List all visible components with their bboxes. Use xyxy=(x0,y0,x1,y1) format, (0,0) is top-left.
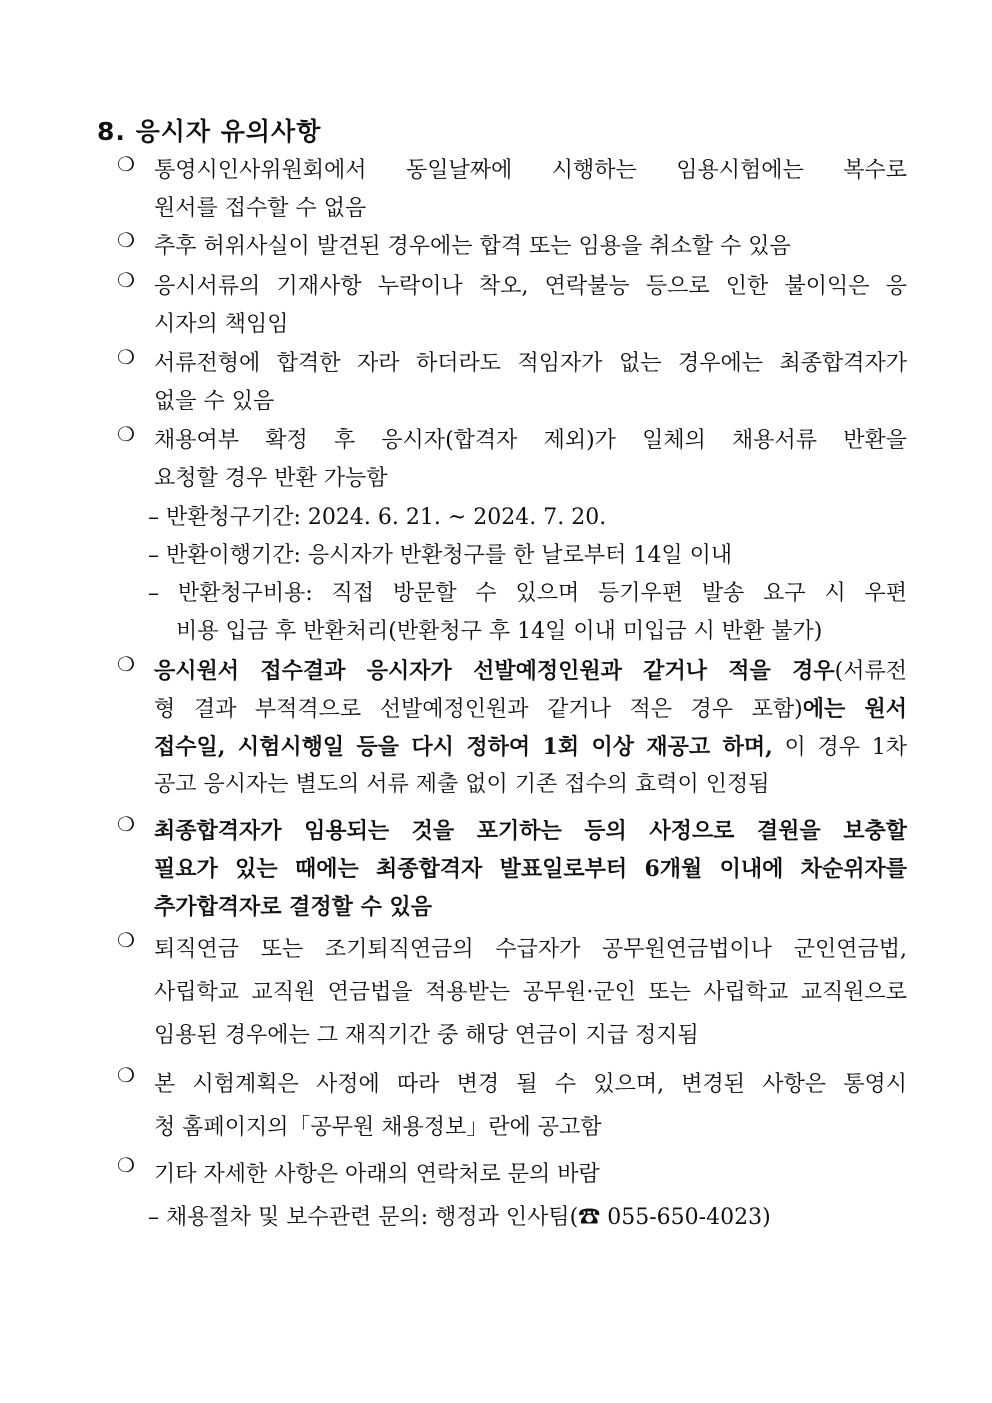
notice-line: 필요가 있는 때에는 최종합격자 발표일로부터 6개월 이내에 차순위자를 xyxy=(154,856,907,882)
notice-line: 사립학교 교직원 연금법을 적용받는 공무원·군인 또는 사립학교 교직원으로 xyxy=(154,980,907,1005)
notice-line: 퇴직연금 또는 조기퇴직연금의 수급자가 공무원연금법이나 군인연금법, xyxy=(154,937,907,962)
notice-item-multiple-application xyxy=(117,152,907,228)
notice-line: 응시서류의 기재사항 누락이나 착오, 연락불능 등으로 인한 불이익은 응 xyxy=(154,274,907,299)
return-period xyxy=(148,499,913,537)
bullet-icon: ❍ xyxy=(117,812,135,836)
dash-icon: – xyxy=(148,543,159,568)
dash-icon: – xyxy=(148,1205,159,1230)
return-detail-text: 반환청구비용: 직접 방문할 수 있으며 등기우편 발송 요구 시 우편 xyxy=(177,581,907,606)
bullet-icon: ❍ xyxy=(117,422,135,446)
return-detail-text: 반환이행기간: 응시자가 반환청구를 한 날로부터 14일 이내 xyxy=(166,543,733,568)
bullet-icon: ❍ xyxy=(117,1153,135,1177)
notice-item-false-facts xyxy=(117,228,907,266)
bullet-icon: ❍ xyxy=(117,152,135,176)
notice-line: 본 시험계획은 사정에 따라 변경 될 수 있으며, 변경된 사항은 통영시 xyxy=(154,1072,907,1097)
notice-item-no-qualified xyxy=(117,345,907,421)
notice-line: 임용된 경우에는 그 재직기간 중 해당 연금이 지급 정지됨 xyxy=(154,1023,699,1048)
notice-item-pension xyxy=(117,928,907,1057)
bullet-icon: ❍ xyxy=(117,345,135,369)
notice-line: 청 홈페이지의「공무원 채용정보」란에 공고함 xyxy=(154,1115,602,1140)
notice-line: 기타 자세한 사항은 아래의 연락처로 문의 바람 xyxy=(154,1162,600,1187)
notice-line: 요청할 경우 반환 가능함 xyxy=(154,466,388,491)
notice-line: 응시원서 접수결과 응시자가 선발예정인원과 같거나 적을 경우(서류전 xyxy=(154,658,907,684)
notice-line: 서류전형에 합격한 자라 하더라도 적임자가 없는 경우에는 최종합격자가 xyxy=(154,351,907,376)
dash-icon: – xyxy=(148,505,159,530)
notice-item-inquiry xyxy=(117,1153,907,1196)
notice-line: 형 결과 부적격으로 선발예정인원과 같거나 적은 경우 포함)에는 원서 xyxy=(154,696,907,722)
bullet-icon: ❍ xyxy=(117,652,135,676)
bullet-icon: ❍ xyxy=(117,268,135,292)
bullet-icon: ❍ xyxy=(117,928,135,952)
contact-line xyxy=(148,1199,913,1237)
dash-icon: – xyxy=(148,581,159,606)
notice-item-document-return xyxy=(117,422,907,498)
return-detail-text: 반환청구기간: 2024. 6. 21. ~ 2024. 7. 20. xyxy=(166,505,607,530)
notice-line: 접수일, 시험시행일 등을 다시 정하여 1회 이상 재공고 하며, 이 경우 1차 xyxy=(154,734,907,760)
notice-line: 통영시인사위원회에서 동일날짜에 시행하는 임용시험에는 복수로 xyxy=(154,158,907,183)
notice-line: 없을 수 있음 xyxy=(154,389,275,414)
section-heading: 8. 응시자 유의사항 xyxy=(97,117,322,146)
notice-line: 시자의 책임임 xyxy=(154,312,289,337)
bullet-icon: ❍ xyxy=(117,228,135,252)
notice-item-plan-change xyxy=(117,1063,907,1149)
notice-item-document-errors xyxy=(117,268,907,344)
return-detail-list xyxy=(148,499,913,651)
notice-item-additional-pass xyxy=(117,812,907,926)
return-execution-period xyxy=(148,537,913,575)
notice-line: 원서를 접수할 수 없음 xyxy=(154,196,367,221)
contact-text: 채용절차 및 보수관련 문의: 행정과 인사팀(☎ 055-650-4023) xyxy=(166,1205,771,1230)
bullet-icon: ❍ xyxy=(117,1063,135,1087)
notice-line: 채용여부 확정 후 응시자(합격자 제외)가 일체의 채용서류 반환을 xyxy=(154,428,907,453)
notice-line: 최종합격자가 임용되는 것을 포기하는 등의 사정으로 결원을 보충할 xyxy=(154,818,907,844)
notice-line: 추후 허위사실이 발견된 경우에는 합격 또는 임용을 취소할 수 있음 xyxy=(154,234,791,259)
return-cost xyxy=(148,575,907,613)
contact-info xyxy=(148,1199,913,1237)
return-cost-continued: 비용 입금 후 반환처리(반환청구 후 14일 이내 미입금 시 반환 불가) xyxy=(176,619,823,644)
notice-line: 추가합격자로 결정할 수 있음 xyxy=(154,894,433,920)
notice-item-re-announcement xyxy=(117,652,907,804)
notice-line: 공고 응시자는 별도의 서류 제출 없이 기존 접수의 효력이 인정됨 xyxy=(154,772,770,797)
